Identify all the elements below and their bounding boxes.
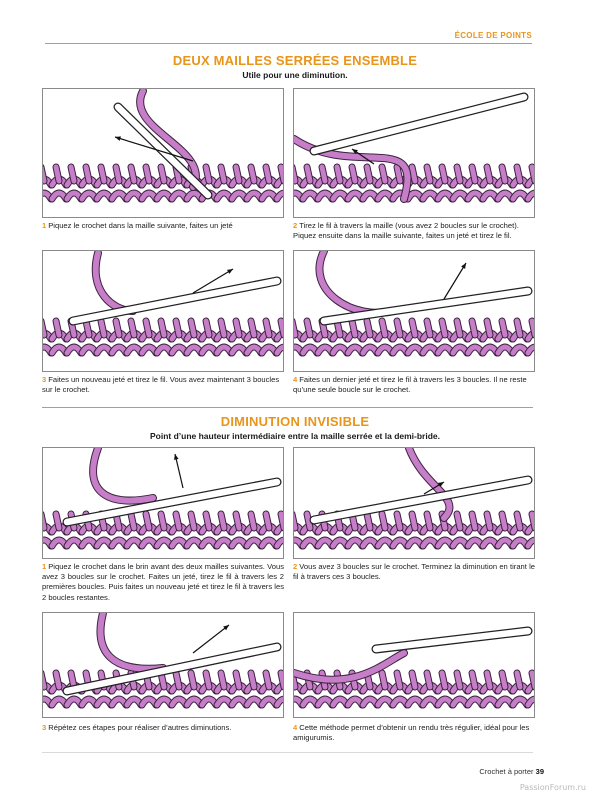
illustration-s1-step4 — [293, 250, 535, 372]
fabric-post — [43, 321, 44, 335]
fabric-post — [412, 167, 415, 181]
fabric-post — [382, 321, 385, 335]
fabric-post — [472, 167, 475, 181]
fabric-post — [56, 514, 59, 528]
fabric-post — [502, 167, 505, 181]
step-text: Vous avez 3 boucles sur le crochet. Terminez la diminution en tirant le fil à travers ces 3 boucles. — [293, 562, 535, 582]
fabric-post — [266, 673, 269, 687]
illustration-s1-step1 — [42, 88, 284, 218]
section2-subtitle: Point d’une hauteur intermédiaire entre la maille serrée et la demi-bride. — [149, 431, 441, 441]
caption-s2-step2 — [293, 562, 535, 582]
fabric-post — [487, 167, 490, 181]
direction-arrow-line — [193, 625, 229, 653]
fabric-post — [382, 514, 385, 528]
fabric-post — [131, 321, 134, 335]
illustration-s2-step3 — [42, 612, 284, 718]
magazine-name: Crochet à porter — [479, 767, 534, 776]
fabric-stitch — [528, 699, 534, 705]
hook-shaft — [67, 647, 277, 691]
step-number: 3 — [42, 375, 47, 384]
section-tag: ÉCOLE DE POINTS — [454, 31, 532, 40]
header-rule — [45, 43, 532, 44]
fabric-stitch — [528, 540, 534, 546]
fabric-post — [532, 514, 534, 528]
crochet-diagram — [294, 448, 534, 558]
fabric-post — [412, 321, 415, 335]
fabric-post — [502, 321, 505, 335]
fabric-post — [101, 321, 104, 335]
fabric-post — [251, 321, 254, 335]
fabric-post — [206, 167, 209, 181]
fabric-post — [56, 321, 59, 335]
fabric-stitch — [277, 193, 283, 199]
fabric-post — [176, 673, 179, 687]
fabric-post — [281, 321, 283, 335]
section2-title: DIMINUTION INVISIBLE — [220, 414, 370, 429]
fabric-post — [206, 514, 209, 528]
fabric-post — [161, 321, 164, 335]
watermark: PassionForum.ru — [519, 783, 586, 792]
fabric-post — [71, 167, 74, 181]
fabric-post — [101, 167, 104, 181]
step-number: 3 — [42, 723, 47, 732]
direction-arrow-head — [115, 136, 121, 140]
fabric-post — [517, 167, 520, 181]
fabric-post — [517, 673, 520, 687]
section-divider — [42, 407, 533, 408]
fabric-post — [382, 167, 385, 181]
fabric-post — [206, 321, 209, 335]
fabric-post — [427, 514, 430, 528]
fabric-post — [457, 514, 460, 528]
fabric-post — [251, 673, 254, 687]
fabric-post — [236, 321, 239, 335]
fabric-post — [427, 321, 430, 335]
fabric-post — [337, 167, 340, 181]
section1-title: DEUX MAILLES SERRÉES ENSEMBLE — [172, 53, 418, 68]
fabric-post — [146, 167, 149, 181]
fabric-post — [412, 673, 415, 687]
step-number: 1 — [42, 562, 47, 571]
illustration-s2-step4 — [293, 612, 535, 718]
fabric-post — [427, 673, 430, 687]
fabric-post — [397, 514, 400, 528]
fabric-post — [442, 673, 445, 687]
step-text: Faites un dernier jeté et tirez le fil à travers les 3 boucles. Il ne reste qu’une seule boucle sur le crochet. — [293, 375, 527, 395]
fabric-post — [56, 167, 59, 181]
fabric-post — [71, 673, 74, 687]
caption-s2-step1 — [42, 562, 284, 603]
illustration-s1-step3 — [42, 250, 284, 372]
fabric-post — [472, 321, 475, 335]
yarn-strand — [101, 613, 164, 669]
fabric-post — [221, 673, 224, 687]
fabric-post — [176, 321, 179, 335]
fabric-post — [161, 167, 164, 181]
step-text: Faites un nouveau jeté et tirez le fil. Vous avez maintenant 3 boucles sur le crochet. — [42, 375, 280, 395]
fabric-post — [442, 167, 445, 181]
fabric-post — [116, 167, 119, 181]
yarn-strand — [93, 448, 153, 501]
step-text: Tirez le fil à travers la maille (vous avez 2 boucles sur le crochet). Piquez ensuite dans la maille suivante, faites un jeté et tirez le fil. — [293, 221, 519, 241]
yarn-strand — [319, 251, 394, 313]
step-number: 4 — [293, 375, 298, 384]
fabric-post — [367, 321, 370, 335]
step-number: 1 — [42, 221, 47, 230]
fabric-post — [236, 167, 239, 181]
yarn-strand-outline — [319, 251, 394, 313]
crochet-diagram — [43, 89, 283, 217]
fabric-post — [322, 167, 325, 181]
fabric-post — [517, 321, 520, 335]
fabric-stitch — [277, 699, 283, 705]
fabric-post — [517, 514, 520, 528]
fabric-post — [251, 514, 254, 528]
fabric-post — [427, 167, 430, 181]
fabric-post — [221, 321, 224, 335]
fabric-post — [487, 321, 490, 335]
fabric-post — [487, 673, 490, 687]
crochet-diagram — [294, 613, 534, 717]
fabric-post — [146, 321, 149, 335]
direction-arrow-line — [444, 263, 466, 299]
caption-s2-step4 — [293, 723, 535, 743]
crochet-diagram — [43, 448, 283, 558]
fabric-post — [221, 514, 224, 528]
fabric-post — [532, 167, 534, 181]
caption-s1-step4 — [293, 375, 535, 395]
fabric-post — [206, 673, 209, 687]
fabric-post — [294, 514, 295, 528]
fabric-post — [397, 321, 400, 335]
fabric-post — [266, 514, 269, 528]
fabric-post — [281, 167, 283, 181]
fabric-post — [502, 514, 505, 528]
fabric-post — [294, 321, 295, 335]
step-text: Cette méthode permet d’obtenir un rendu très régulier, idéal pour les amigurumis. — [293, 723, 530, 743]
step-text: Piquez le crochet dans la maille suivante, faites un jeté — [48, 221, 233, 230]
fabric-post — [251, 167, 254, 181]
fabric-post — [412, 514, 415, 528]
fabric-post — [397, 673, 400, 687]
fabric-post — [367, 167, 370, 181]
fabric-post — [397, 167, 400, 181]
fabric-post — [131, 514, 134, 528]
caption-s1-step1 — [42, 221, 284, 231]
fabric-post — [191, 514, 194, 528]
fabric-post — [367, 514, 370, 528]
page-number: 39 — [535, 767, 544, 776]
fabric-post — [266, 321, 269, 335]
fabric-post — [294, 167, 295, 181]
illustration-s2-step1 — [42, 447, 284, 559]
crochet-diagram — [43, 613, 283, 717]
footer-rule — [42, 752, 533, 753]
hook-shaft — [376, 631, 528, 649]
fabric-post — [457, 321, 460, 335]
fabric-post — [307, 167, 310, 181]
illustration-s1-step2 — [293, 88, 535, 218]
crochet-diagram — [43, 251, 283, 371]
fabric-post — [472, 673, 475, 687]
fabric-post — [352, 167, 355, 181]
fabric-post — [472, 514, 475, 528]
fabric-post — [131, 167, 134, 181]
fabric-post — [86, 167, 89, 181]
fabric-post — [146, 514, 149, 528]
fabric-stitch — [528, 193, 534, 199]
caption-s1-step3 — [42, 375, 284, 395]
step-number: 2 — [293, 221, 298, 230]
section1-subtitle: Utile pour une diminution. — [242, 70, 348, 80]
fabric-post — [191, 321, 194, 335]
fabric-post — [281, 514, 283, 528]
fabric-post — [191, 673, 194, 687]
fabric-post — [382, 673, 385, 687]
fabric-post — [221, 167, 224, 181]
step-text: Piquez le crochet dans le brin avant des deux mailles suivantes. Vous avez 3 boucles sur le crochet. Faites un jeté, tirez le fil à travers les 2 premières boucles. Puis faites un nouveau jeté et tirez le fil à travers les 2 boucles restantes. — [42, 562, 284, 602]
fabric-post — [502, 673, 505, 687]
fabric-stitch — [528, 347, 534, 353]
fabric-post — [176, 514, 179, 528]
fabric-post — [56, 673, 59, 687]
fabric-post — [161, 514, 164, 528]
fabric-post — [281, 673, 283, 687]
fabric-post — [236, 673, 239, 687]
step-number: 4 — [293, 723, 298, 732]
hook-shaft — [314, 97, 524, 151]
fabric-post — [457, 167, 460, 181]
step-number: 2 — [293, 562, 298, 571]
hook-shaft — [314, 480, 528, 520]
fabric-post — [43, 673, 44, 687]
step-text: Répétez ces étapes pour réaliser d’autres diminutions. — [48, 723, 232, 732]
caption-s2-step3 — [42, 723, 284, 733]
illustration-s2-step2 — [293, 447, 535, 559]
page-footer — [479, 767, 544, 776]
fabric-post — [442, 321, 445, 335]
fabric-stitch — [277, 347, 283, 353]
fabric-post — [307, 514, 310, 528]
fabric-post — [352, 321, 355, 335]
fabric-post — [236, 514, 239, 528]
caption-s1-step2 — [293, 221, 535, 241]
fabric-post — [532, 673, 534, 687]
fabric-post — [457, 673, 460, 687]
fabric-post — [43, 167, 44, 181]
fabric-post — [43, 514, 44, 528]
fabric-post — [532, 321, 534, 335]
crochet-diagram — [294, 89, 534, 217]
fabric-post — [487, 514, 490, 528]
fabric-post — [86, 321, 89, 335]
crochet-diagram — [294, 251, 534, 371]
fabric-post — [307, 321, 310, 335]
fabric-post — [266, 167, 269, 181]
fabric-stitch — [277, 540, 283, 546]
fabric-post — [116, 321, 119, 335]
